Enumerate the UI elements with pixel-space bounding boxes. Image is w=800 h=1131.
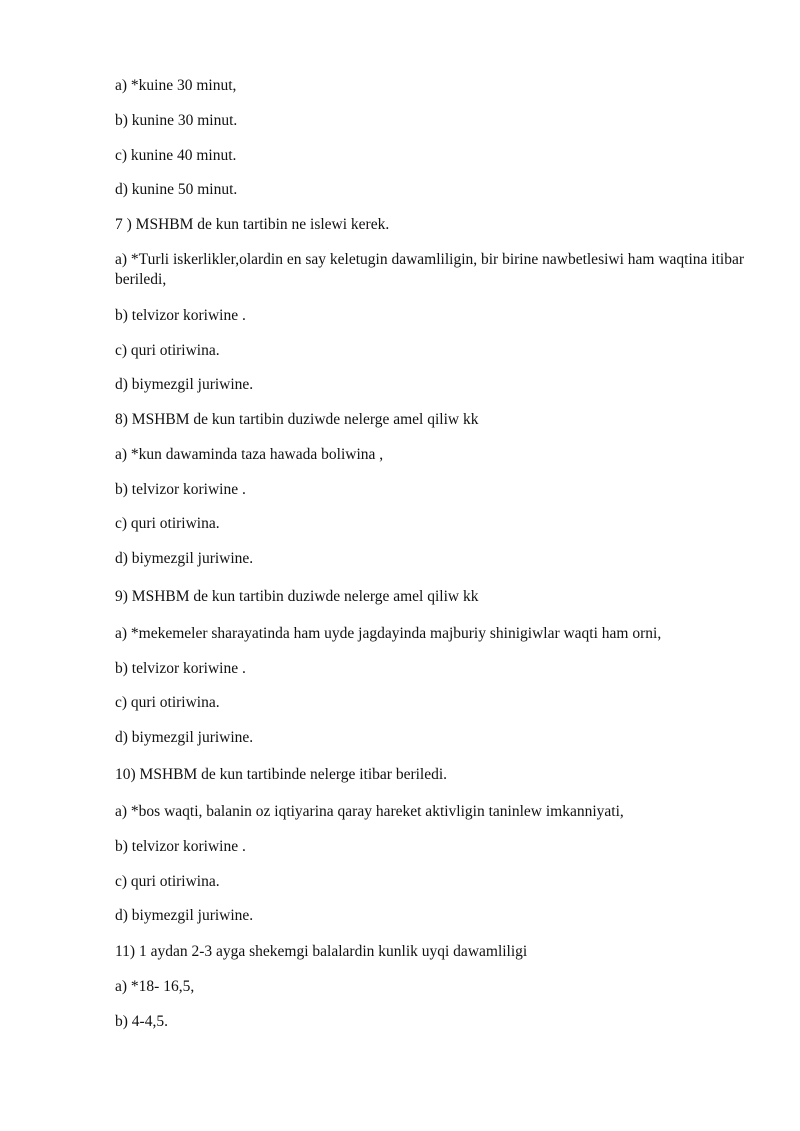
- question-text: 9) MSHBM de kun tartibin duziwde nelerge amel qiliw kk: [115, 588, 479, 605]
- answer-option: a) *kuine 30 minut,: [115, 77, 237, 94]
- answer-option: d) biymezgil juriwine.: [115, 729, 254, 746]
- answer-option: b) telvizor koriwine .: [115, 660, 246, 677]
- answer-option: c) kunine 40 minut.: [115, 147, 237, 164]
- answer-option: b) telvizor koriwine .: [115, 307, 246, 324]
- answer-option: c) quri otiriwina.: [115, 515, 220, 532]
- answer-option: a) *Turli iskerlikler,olardin en say keletugin dawamliligin, bir birine nawbetlesiwi ham waqtina itibar beriledi,: [115, 251, 744, 288]
- answer-option: b) kunine 30 minut.: [115, 112, 238, 129]
- answer-option: a) *mekemeler sharayatinda ham uyde jagdayinda majburiy shinigiwlar waqti ham orni,: [115, 625, 662, 642]
- answer-option: d) biymezgil juriwine.: [115, 550, 254, 567]
- answer-option: d) biymezgil juriwine.: [115, 907, 254, 924]
- question-text: 11) 1 aydan 2-3 ayga shekemgi balalardin kunlik uyqi dawamliligi: [115, 943, 528, 960]
- answer-option: c) quri otiriwina.: [115, 342, 220, 359]
- answer-option: b) 4-4,5.: [115, 1013, 168, 1030]
- answer-option: a) *kun dawaminda taza hawada boliwina ,: [115, 446, 384, 463]
- answer-option: c) quri otiriwina.: [115, 873, 220, 890]
- question-text: 10) MSHBM de kun tartibinde nelerge itibar beriledi.: [115, 766, 448, 783]
- answer-option: a) *bos waqti, balanin oz iqtiyarina qaray hareket aktivligin taninlew imkanniyati,: [115, 803, 624, 820]
- question-text: 8) MSHBM de kun tartibin duziwde nelerge amel qiliw kk: [115, 411, 479, 428]
- answer-option: d) biymezgil juriwine.: [115, 376, 254, 393]
- answer-option: a) *18- 16,5,: [115, 978, 195, 995]
- answer-option: b) telvizor koriwine .: [115, 838, 246, 855]
- answer-option: b) telvizor koriwine .: [115, 481, 246, 498]
- question-text: 7 ) MSHBM de kun tartibin ne islewi kerek.: [115, 216, 390, 233]
- answer-option: d) kunine 50 minut.: [115, 181, 238, 198]
- answer-option: c) quri otiriwina.: [115, 694, 220, 711]
